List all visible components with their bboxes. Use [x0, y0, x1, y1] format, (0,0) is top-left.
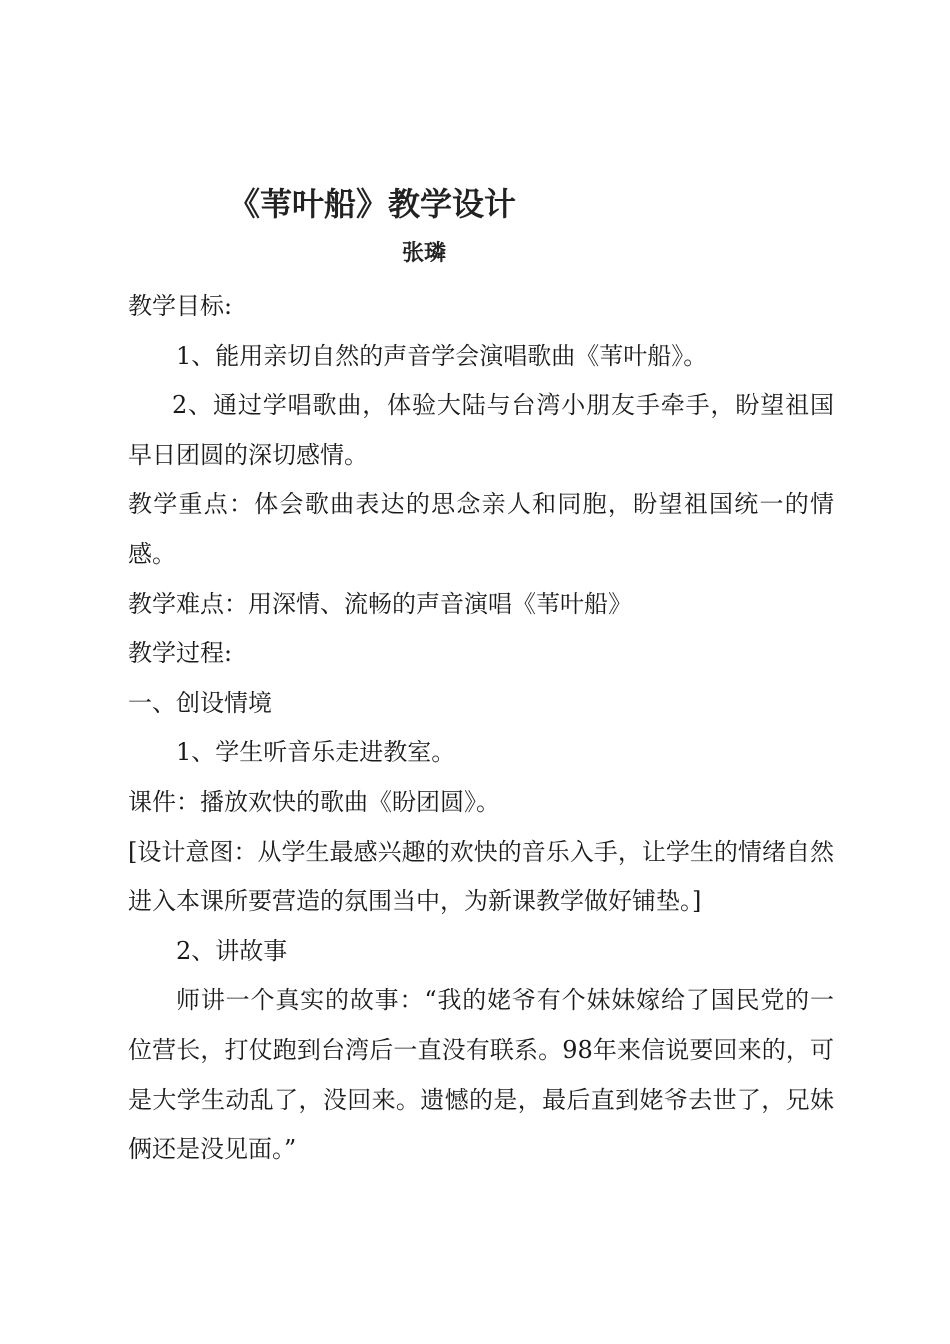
- goals-heading: 教学目标:: [128, 292, 233, 320]
- difficulty: 教学难点：用深情、流畅的声音演唱《苇叶船》: [128, 589, 632, 618]
- courseware-note: 课件：播放欢快的歌曲《盼团圆》。: [128, 787, 500, 816]
- key-point: 教学重点：体会歌曲表达的思念亲人和同胞，盼望祖国统一的情感。: [128, 490, 834, 568]
- process-heading: 教学过程:: [128, 639, 233, 668]
- step-2: 2、讲故事: [176, 936, 288, 965]
- section-1-heading: 一、创设情境: [128, 688, 272, 717]
- story-paragraph: 师讲一个真实的故事：“我的姥爷有个妹妹嫁给了国民党的一位营长，打仗跑到台湾后一直没有联系。98年来信说要回来的，可是大学生动乱了，没回来。遗憾的是，最后直到姥爷去世了，兄妹俩还是没见面。”: [128, 986, 834, 1164]
- document-body: [128, 282, 834, 1175]
- document-title: 《苇叶船》教学设计: [228, 185, 517, 223]
- step-1: 1、学生听音乐走进教室。: [176, 738, 456, 767]
- goal-1: 1、能用亲切自然的声音学会演唱歌曲《苇叶船》。: [176, 341, 708, 370]
- design-intent: [设计意图：从学生最感兴趣的欢快的音乐入手，让学生的情绪自然进入本课所要营造的氛围当中，为新课教学做好铺垫。]: [128, 837, 834, 916]
- goal-2: 2、通过学唱歌曲，体验大陆与台湾小朋友手牵手，盼望祖国早日团圆的深切感情。: [128, 391, 834, 469]
- document-author: 张璘: [402, 241, 447, 266]
